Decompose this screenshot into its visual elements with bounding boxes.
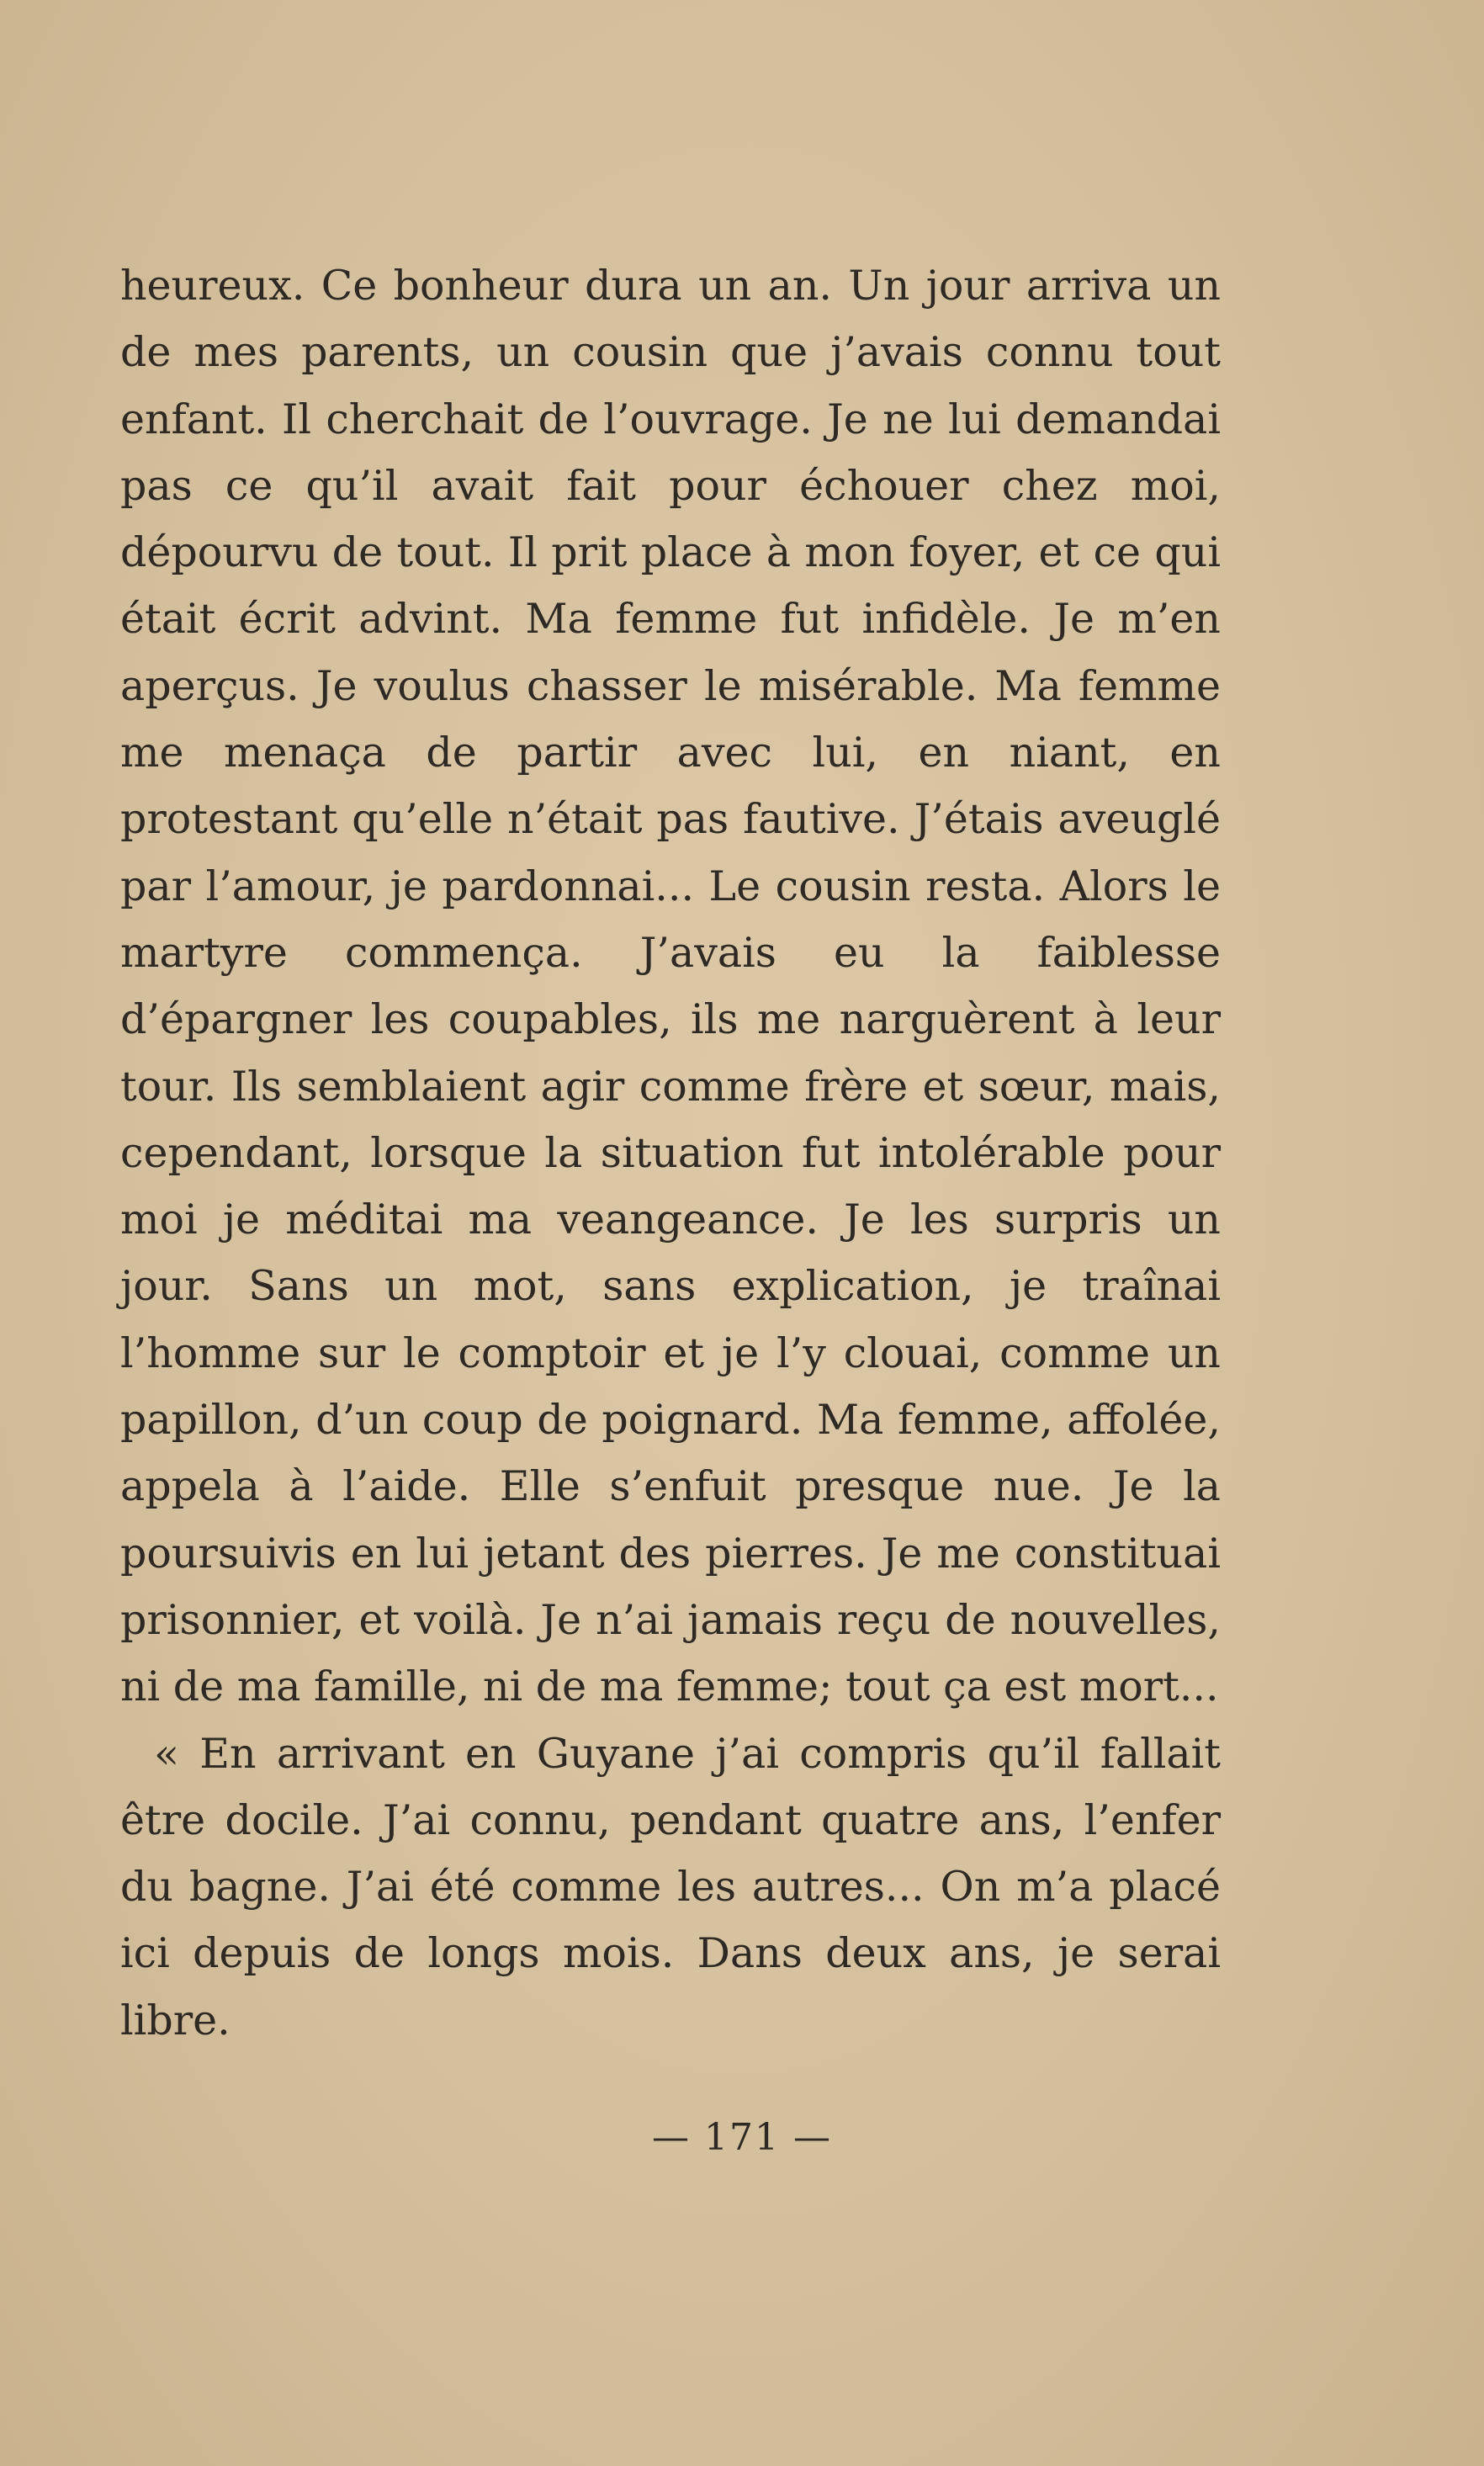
paragraph-1: heureux. Ce bonheur dura un an. Un jour arriva un de mes parents, un cousin que j’avais connu tout enfant. Il cherchait de l’ouvrage. Je ne lui demandai pas ce qu’il avait fait pour échouer chez moi, dépourvu de tout. Il prit place à mon foyer, et ce qui était écrit advint. Ma femme fut infidèle. Je m’en aperçus. Je voulus chasser le misérable. Ma femme me menaça de partir avec lui, en niant, en protestant qu’elle n’était pas fautive. J’étais aveuglé par l’amour, je pardonnai... Le cousin resta. Alors le martyre commença. J’avais eu la faiblesse d’épargner les coupables, ils me narguèrent à leur tour. Ils semblaient agir comme frère et sœur, mais, cependant, lorsque la situation fut intolérable pour moi je méditai ma veangeance. Je les surpris un jour. Sans un mot, sans explication, je traînai l’homme sur le comptoir et je l’y clouai, comme un papillon, d’un coup de poignard. Ma femme, affolée, appela à l’aide. Elle s’enfuit presque nue. Je la poursuivis en lui jetant des pierres. Je me constituai prisonnier, et voilà. Je n’ai jamais reçu de nouvelles, ni de ma famille, ni de ma femme; tout ça est mort... xyxy=(120,262,1221,1711)
body-text xyxy=(120,252,1221,2054)
page-number: — 171 — xyxy=(652,2116,832,2159)
paragraph-2: « En arrivant en Guyane j’ai compris qu’il fallait être docile. J’ai connu, pendant quatre ans, l’enfer du bagne. J’ai été comme les autres... On m’a placé ici depuis de longs mois. Dans deux ans, je serai libre. xyxy=(120,1729,1221,2044)
